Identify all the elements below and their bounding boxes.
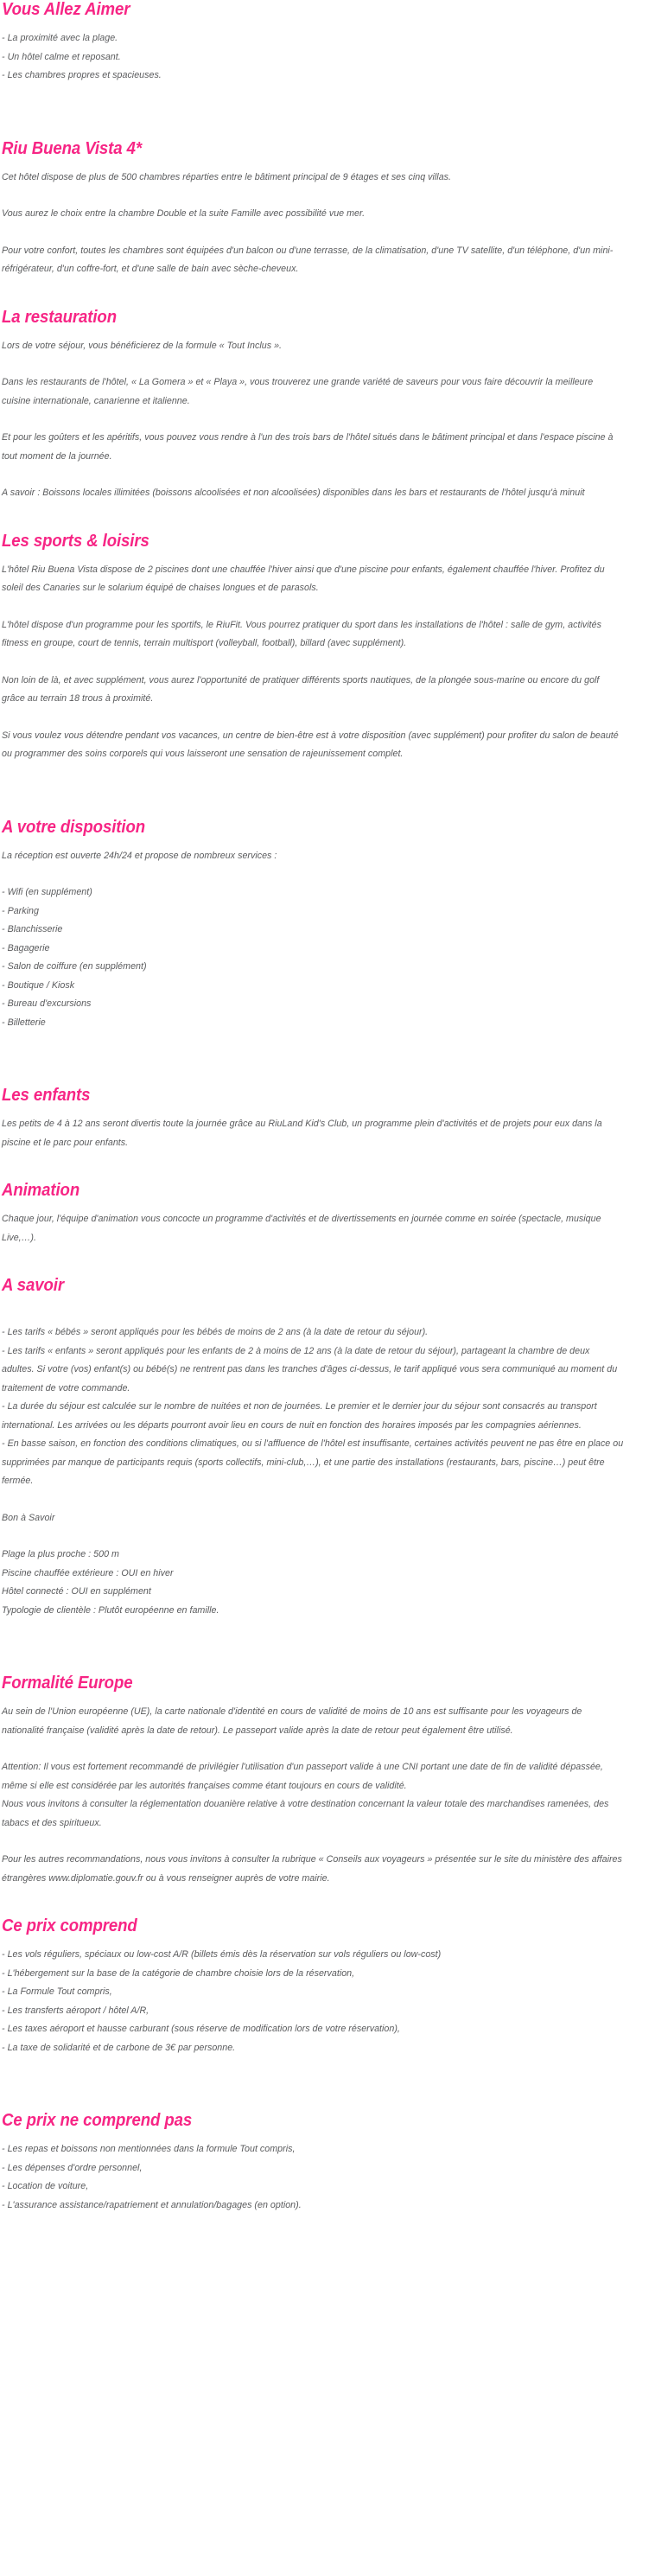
spacer — [2, 2057, 653, 2111]
spacer — [2, 327, 653, 337]
spacer — [2, 1247, 653, 1276]
services-list — [2, 883, 653, 1032]
spacer — [2, 1032, 653, 1086]
list-item: Plage la plus proche : 500 m — [2, 1549, 119, 1559]
price-excluded-list — [2, 2140, 653, 2215]
list-item: - Bagagerie — [2, 942, 50, 953]
spacer — [2, 19, 653, 29]
list-item: - Les repas et boissons non mentionnées dans la formule Tout compris, — [2, 2144, 296, 2154]
list-item: Typologie de clientèle : Plutôt européenne en famille. — [2, 1604, 219, 1616]
list-item: Piscine chauffée extérieure : OUI en hiver — [2, 1567, 174, 1578]
section-title-a-savoir: A savoir — [2, 1276, 64, 1295]
spacer — [2, 411, 653, 429]
section-title-hotel: Riu Buena Vista 4* — [2, 138, 142, 158]
spacer — [2, 86, 653, 139]
list-item: Hôtel connecté : OUI en supplément — [2, 1586, 151, 1597]
list-item: - Location de voiture, — [2, 2181, 89, 2191]
restauration-paragraph-2: Dans les restaurants de l'hôtel, « La Gomera » et « Playa », vous trouverez une grande variété de saveurs pour vous faire découvrir la meilleure cuisine internationale, canarienne et italienne. — [2, 377, 594, 406]
list-item: - Blanchisserie — [2, 924, 63, 934]
restauration-paragraph-3: Et pour les goûters et les apéritifs, vous pouvez vous rendre à l'un des trois bars de l'hôtel situés dans le bâtiment principal et dans l'espace piscine à tout moment de la journée. — [2, 432, 614, 462]
list-item: - L'hébergement sur la base de la catégorie de chambre choisie lors de la réservation, — [2, 1967, 355, 1979]
spacer — [2, 355, 653, 373]
list-item: - Salon de coiffure (en supplément) — [2, 961, 147, 972]
animation-paragraph-1: Chaque jour, l'équipe d'animation vous concocte un programme d'activités et de divertissements en journée comme en soirée (spectacle, musique Live,…). — [2, 1214, 601, 1243]
formalite-paragraph-3: Nous vous invitons à consulter la réglementation douanière relative à votre destination concernant la valeur totale des marchandises ramenées, des tabacs et des spiritueux. — [2, 1799, 609, 1828]
spacer — [2, 279, 653, 308]
spacer — [2, 598, 653, 616]
list-item: - L'assurance assistance/rapatriement et annulation/bagages (en option). — [2, 2199, 302, 2210]
list-item: - La proximité avec la plage. — [2, 33, 118, 43]
spacer — [2, 1740, 653, 1758]
list-item: - Boutique / Kiosk — [2, 979, 75, 991]
section-title-formalite-europe: Formalité Europe — [2, 1674, 133, 1693]
section-title-sports-loisirs: Les sports & loisirs — [2, 531, 149, 551]
spacer — [2, 1620, 653, 1674]
spacer — [2, 224, 653, 242]
sports-paragraph-2: L'hôtel dispose d'un programme pour les sportifs, le RiuFit. Vous pourrez pratiquer du sport dans les installations de l'hôtel : salle de gym, activités fitness en groupe, court de tennis, terrain multisport (volleyball, football), billard (avec supplément). — [2, 619, 601, 648]
spacer — [2, 1200, 653, 1210]
section-title-prix-ne-comprend-pas: Ce prix ne comprend pas — [2, 2111, 193, 2130]
section-title-animation: Animation — [2, 1181, 80, 1200]
spacer — [2, 1833, 653, 1851]
spacer — [2, 865, 653, 883]
formalite-paragraph-1: Au sein de l'Union européenne (UE), la carte nationale d'identité en cours de validité de moins de 10 ans est suffisante pour les voyageurs de nationalité française (validité après la date de retour). Le passeport valide après la date de retour peut également être utilisé. — [2, 1706, 582, 1736]
spacer — [2, 158, 653, 169]
spacer — [2, 1527, 653, 1546]
spacer — [2, 1888, 653, 1916]
list-item: - Bureau d'excursions — [2, 998, 92, 1009]
restauration-paragraph-4: A savoir : Boissons locales illimitées (boissons alcoolisées et non alcoolisées) disponibles dans les bars et restaurants de l'hôtel jusqu'à minuit — [2, 488, 585, 498]
list-item: - Les transferts aéroport / hôtel A/R, — [2, 2005, 149, 2016]
spacer — [2, 1935, 653, 1946]
spacer — [2, 837, 653, 847]
spacer — [2, 1152, 653, 1181]
spacer — [2, 1491, 653, 1509]
formalite-paragraph-4: Pour les autres recommandations, nous vous invitons à consulter la rubrique « Conseils aux voyageurs » présentée sur le site du ministère des affaires étrangères www.diplomatie.gouv.fr ou à vous renseigner auprès de votre mairie. — [2, 1854, 622, 1884]
list-item: - La taxe de solidarité et de carbone de 3€ par personne. — [2, 2042, 236, 2053]
list-item: - Un hôtel calme et reposant. — [2, 51, 121, 62]
list-item: - Les tarifs « bébés » seront appliqués pour les bébés de moins de 2 ans (à la date de retour du séjour). — [2, 1327, 429, 1337]
list-item: - Wifi (en supplément) — [2, 887, 92, 897]
spacer — [2, 709, 653, 727]
enfants-paragraph-1: Les petits de 4 à 12 ans seront divertis toute la journée grâce au RiuLand Kid's Club, un programme plein d'activités et de projets pour eux dans la piscine et le parc pour enfants. — [2, 1119, 602, 1148]
spacer — [2, 1105, 653, 1115]
section-title-a-votre-disposition: A votre disposition — [2, 817, 145, 837]
spacer — [2, 503, 653, 532]
list-item: - Les chambres propres et spacieuses. — [2, 70, 162, 80]
list-item: - La Formule Tout compris, — [2, 1986, 112, 1997]
highlights-list — [2, 29, 653, 86]
disposition-intro: La réception est ouverte 24h/24 et propose de nombreux services : — [2, 850, 277, 861]
hotel-paragraph-3: Pour votre confort, toutes les chambres sont équipées d'un balcon ou d'une terrasse, de la climatisation, d'une TV satellite, d'un téléphone, d'un mini-réfrigérateur, d'un coffre-fort, et d'une salle de bain avec sèche-cheveux. — [2, 245, 614, 274]
sports-paragraph-1: L'hôtel Riu Buena Vista dispose de 2 piscines dont une chauffée l'hiver ainsi que d'une piscine pour enfants, également chauffée l'hiver. Profitez du soleil des Canaries sur le solarium équipé de chaises longues et de parasols. — [2, 564, 605, 593]
a-savoir-bullets — [2, 1323, 653, 1491]
hotel-paragraph-2: Vous aurez le choix entre la chambre Double et la suite Famille avec possibilité vue mer. — [2, 208, 366, 219]
spacer — [2, 551, 653, 561]
section-title-enfants: Les enfants — [2, 1086, 91, 1105]
a-savoir-facts — [2, 1546, 653, 1620]
price-included-list — [2, 1946, 653, 2057]
restauration-paragraph-1: Lors de votre séjour, vous bénéficierez de la formule « Tout Inclus ». — [2, 340, 283, 351]
list-item: - Parking — [2, 905, 39, 916]
formalite-paragraph-2: Attention: Il vous est fortement recommandé de privilégier l'utilisation d'un passeport valide à une CNI portant une date de fin de validité dépassée, même si elle est considérée par les autorités françaises comme étant toujours en cours de validité. — [2, 1762, 603, 1791]
list-item: - La durée du séjour est calculée sur le nombre de nuitées et non de journées. Le premier et le dernier jour du séjour sont consacrés au transport international. Les arrivées ou les départs pourront avoir lieu en cours de nuit en fonction des horaires imposés par les compagnies aériennes. — [2, 1401, 597, 1431]
sports-paragraph-3: Non loin de là, et avec supplément, vous aurez l'opportunité de pratiquer différents sports nautiques, de la plongée sous-marine ou encore du golf grâce au terrain 18 trous à proximité. — [2, 674, 600, 704]
spacer — [2, 187, 653, 205]
hotel-paragraph-1: Cet hôtel dispose de plus de 500 chambres réparties entre le bâtiment principal de 9 étages et ses cinq villas. — [2, 171, 452, 182]
list-item: - Les dépenses d'ordre personnel, — [2, 2162, 143, 2173]
spacer — [2, 1295, 653, 1323]
list-item: - Les tarifs « enfants » seront appliqués pour les enfants de 2 à moins de 12 ans (à la date de retour du séjour), partageant la chambre de deux adultes. Si votre (vos) enfant(s) ou bébé(s) ne rentrent pas dans les tranches d'âges ci-dessus, le tarif appliqué vous sera communiqué au moment du traitement de votre commande. — [2, 1345, 618, 1393]
section-title-restauration: La restauration — [2, 307, 117, 327]
list-item: - Les taxes aéroport et hausse carburant (sous réserve de modification lors de votre réservation), — [2, 2024, 400, 2034]
spacer — [2, 1693, 653, 1703]
list-item: - En basse saison, en fonction des conditions climatiques, ou si l'affluence de l'hôtel est insuffisante, certaines activités peuvent ne pas être en place ou supprimées par manque de participants requis (sports collectifs, mini-club,…), et une partie des installations (restaurants, bars, piscine…) peut être fermée. — [2, 1438, 624, 1486]
sports-paragraph-4: Si vous voulez vous détendre pendant vos vacances, un centre de bien-être est à votre disposition (avec supplément) pour profiter du salon de beauté ou programmer des soins corporels qui vous laisseront une sensation de rajeunissement complet. — [2, 730, 619, 759]
spacer — [2, 2130, 653, 2140]
spacer — [2, 764, 653, 818]
list-item: - Billetterie — [2, 1017, 46, 1028]
spacer — [2, 466, 653, 484]
section-title-vous-allez-aimer: Vous Allez Aimer — [2, 0, 130, 19]
spacer — [2, 654, 653, 672]
list-item: - Les vols réguliers, spéciaux ou low-cost A/R (billets émis dès la réservation sur vols réguliers ou low-cost) — [2, 1949, 442, 1960]
section-title-prix-comprend: Ce prix comprend — [2, 1916, 137, 1935]
bon-a-savoir-label: Bon à Savoir — [2, 1512, 55, 1523]
